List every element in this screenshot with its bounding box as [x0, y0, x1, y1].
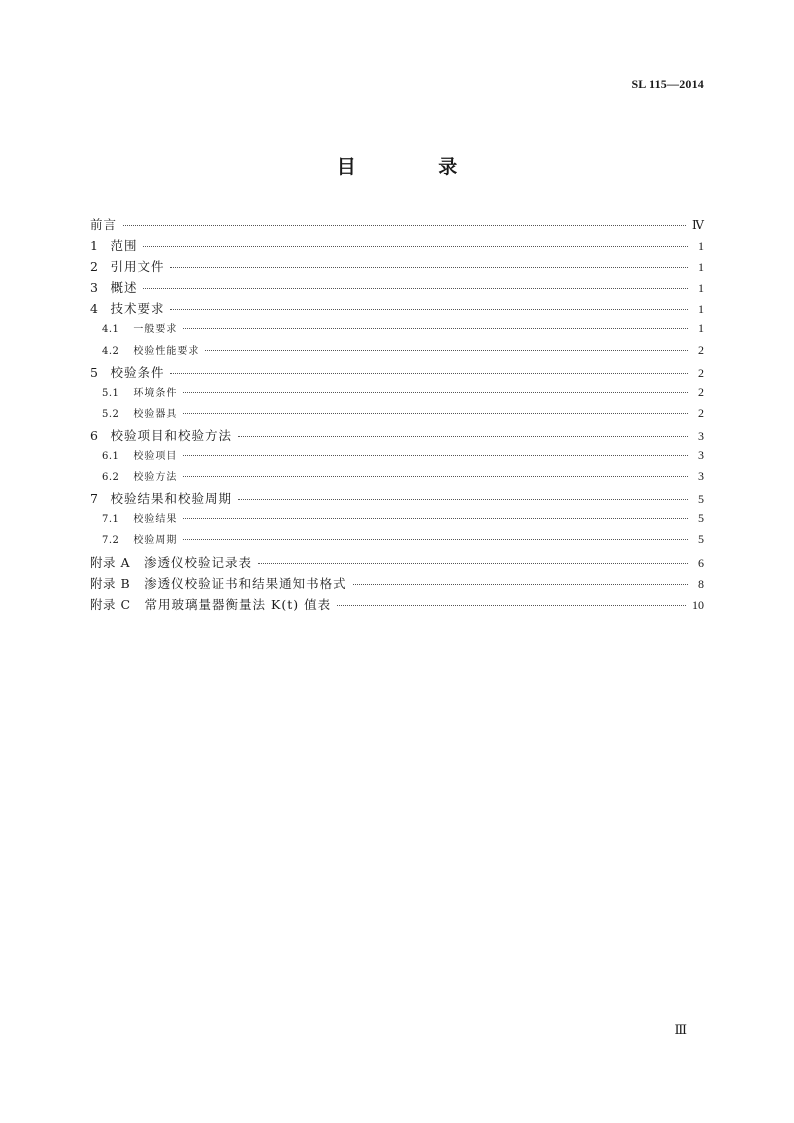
toc-entry[interactable] [90, 447, 704, 468]
toc-entry[interactable] [90, 468, 704, 489]
toc-entry-title: 校验项目和校验方法 [110, 427, 232, 443]
toc-entry-title: 校验结果 [133, 514, 178, 526]
toc-dot-leader [170, 373, 688, 374]
toc-entry[interactable] [90, 278, 704, 299]
toc-entry-page: 3 [698, 469, 704, 484]
toc-entry-page: 2 [698, 365, 704, 380]
toc-entry[interactable] [90, 595, 704, 616]
toc-dot-leader [238, 499, 688, 500]
toc-entry-title: 技术要求 [110, 301, 165, 317]
toc-entry-page: 2 [698, 405, 704, 420]
toc-entry[interactable] [90, 215, 704, 236]
toc-entry-number: 附录 B [90, 575, 131, 591]
toc-dot-leader [183, 455, 688, 456]
toc-dot-leader [143, 246, 688, 247]
toc-entry-title: 校验方法 [133, 472, 178, 484]
toc-entry[interactable] [90, 363, 704, 384]
toc-entry-number: 5.1 [102, 387, 120, 399]
toc-entry[interactable] [90, 426, 704, 447]
toc-dot-leader [183, 518, 688, 519]
toc-dot-leader [337, 605, 686, 606]
document-code: SL 115—2014 [631, 77, 704, 91]
toc-dot-leader [353, 584, 688, 585]
toc-entry-title: 范围 [110, 238, 138, 254]
toc-entry-title: 一般要求 [133, 324, 178, 336]
toc-dot-leader [205, 350, 688, 351]
toc-entry-page: 2 [698, 342, 704, 357]
toc-dot-leader [170, 267, 688, 268]
toc-dot-leader [170, 309, 688, 310]
toc-entry-title: 校验器具 [133, 408, 178, 420]
toc-entry-number: 3 [90, 280, 99, 296]
toc-entry-title: 前言 [90, 217, 118, 232]
toc-entry-title: 校验周期 [133, 535, 178, 547]
toc-dot-leader [183, 476, 688, 477]
toc-entry-title: 校验结果和校验周期 [110, 491, 232, 507]
toc-entry-title: 渗透仪校验证书和结果通知书格式 [144, 575, 347, 591]
toc-entry-page: 1 [698, 260, 704, 275]
toc-entry[interactable] [90, 553, 704, 574]
toc-entry[interactable] [90, 257, 704, 278]
toc-entry[interactable] [90, 236, 704, 257]
toc-entry-title: 渗透仪校验记录表 [144, 554, 253, 570]
toc-entry[interactable] [90, 489, 704, 510]
toc-entry-page: 1 [698, 281, 704, 296]
toc-entry-number: 6 [90, 427, 99, 443]
page-title: 目 录 [336, 156, 496, 178]
toc-entry-number: 4.1 [102, 324, 120, 336]
toc-entry-page: 2 [698, 384, 704, 399]
toc-entry[interactable] [90, 531, 704, 552]
toc-entry-number: 6.1 [102, 451, 120, 463]
toc-entry-number: 5.2 [102, 408, 120, 420]
toc-entry-number: 4 [90, 301, 99, 317]
toc-entry-title: 概述 [110, 280, 138, 296]
toc-dot-leader [258, 563, 688, 564]
toc-entry-number: 附录 C [90, 596, 131, 612]
toc-entry-number: 7 [90, 491, 99, 507]
toc-entry-title: 环境条件 [133, 387, 178, 399]
toc-entry-page: 3 [698, 428, 704, 443]
toc-entry[interactable] [90, 299, 704, 320]
toc-entry-number: 6.2 [102, 472, 120, 484]
toc-entry-number: 1 [90, 238, 99, 254]
toc-entry-page: 3 [698, 448, 704, 463]
toc-entry-page: 1 [698, 321, 704, 336]
toc-entry-number: 4.2 [102, 345, 120, 357]
toc-entry-page: Ⅳ [692, 218, 704, 232]
toc-entry[interactable] [90, 574, 704, 595]
toc-dot-leader [183, 413, 688, 414]
toc-entry-title: 常用玻璃量器衡量法 K(t) 值表 [144, 596, 332, 612]
toc-entry-number: 2 [90, 259, 99, 275]
toc-entry-title: 引用文件 [110, 259, 165, 275]
toc-entry[interactable] [90, 510, 704, 531]
toc-entry[interactable] [90, 342, 704, 363]
toc-entry-page: 6 [698, 555, 704, 570]
toc-entry-number: 7.1 [102, 514, 120, 526]
toc-entry[interactable] [90, 405, 704, 426]
toc-entry-page: 5 [698, 511, 704, 526]
toc-dot-leader [183, 328, 688, 329]
toc-dot-leader [143, 288, 688, 289]
toc-entry[interactable] [90, 384, 704, 405]
toc-dot-leader [238, 436, 688, 437]
page-number: Ⅲ [674, 1022, 687, 1037]
table-of-contents [90, 215, 704, 616]
toc-dot-leader [183, 539, 688, 540]
toc-entry-title: 校验条件 [110, 364, 165, 380]
toc-dot-leader [183, 392, 688, 393]
toc-entry-title: 校验性能要求 [133, 345, 200, 357]
toc-entry-page: 5 [698, 532, 704, 547]
toc-dot-leader [123, 225, 686, 226]
toc-entry-number: 附录 A [90, 554, 131, 570]
toc-entry-title: 校验项目 [133, 451, 178, 463]
toc-entry-page: 5 [698, 492, 704, 507]
toc-entry-page: 1 [698, 239, 704, 254]
toc-entry-page: 8 [698, 576, 704, 591]
toc-entry-page: 10 [692, 597, 704, 612]
toc-entry-number: 7.2 [102, 535, 120, 547]
toc-entry[interactable] [90, 320, 704, 341]
toc-entry-page: 1 [698, 302, 704, 317]
toc-entry-number: 5 [90, 364, 99, 380]
